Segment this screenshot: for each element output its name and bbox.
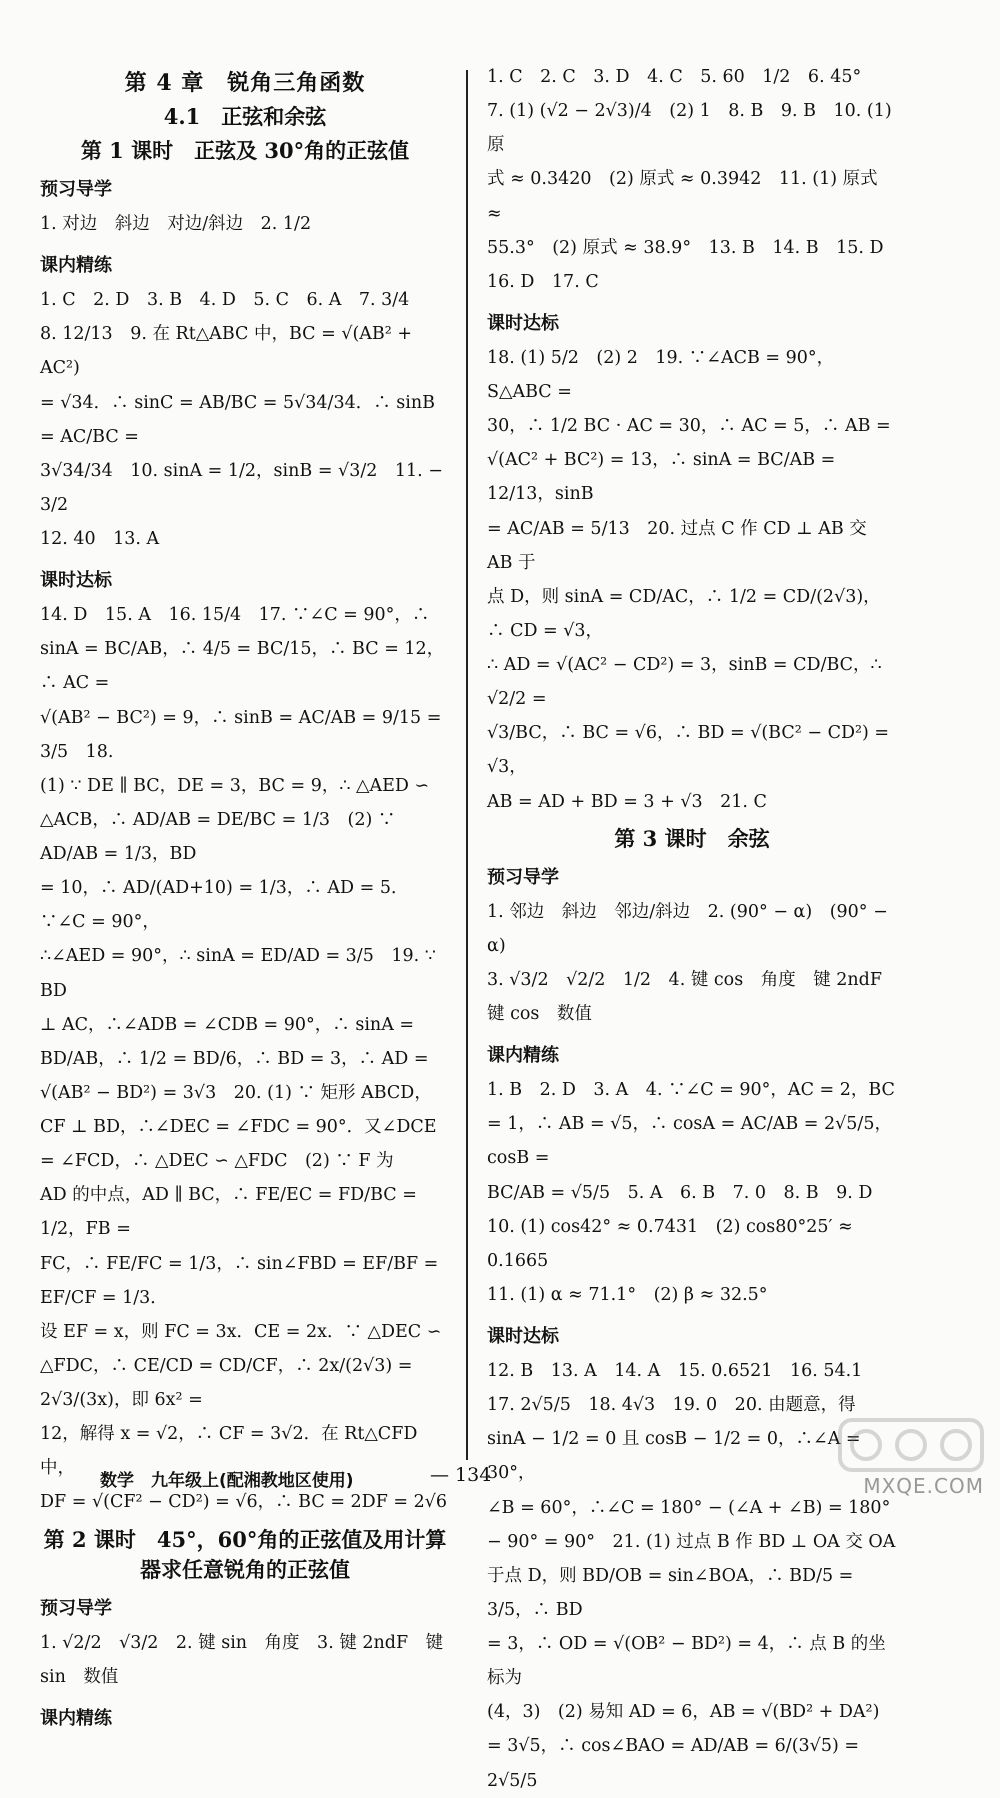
lesson1-title: 第 1 课时 正弦及 30°角的正弦值 <box>80 138 410 163</box>
answer-line: = √34．∴ sinC = AB/BC = 5√34/34．∴ sinB = AC/BC = <box>40 392 435 447</box>
answer-line: 键 cos 数值 <box>487 1004 592 1024</box>
answer-line: sinA − 1/2 = 0 且 cosB − 1/2 = 0，∴∠A = 30°， <box>487 1429 861 1484</box>
column-divider <box>466 70 468 1460</box>
lesson3-title: 第 3 课时 余弦 <box>614 825 770 851</box>
answer-line: △FDC，∴ CE/CD = CD/CF，∴ 2x/(2√3) = 2√3/(3x)，即 6x² = <box>40 1355 413 1410</box>
answer-line: = 10，∴ AD/(AD+10) = 1/3，∴ AD = 5．∵∠C = 90°， <box>40 878 409 933</box>
answer-line: √(AC² + BC²) = 13，∴ sinA = BC/AB = 12/13，sinB <box>487 450 836 505</box>
lesson3-practice-heading: 课内精练 <box>487 1045 559 1067</box>
lesson2-standard-heading: 课时达标 <box>487 312 559 334</box>
section-title: 4.1 正弦和余弦 <box>163 104 327 129</box>
lesson2-preview-heading: 预习导学 <box>40 1597 112 1619</box>
answer-line: 12，解得 x = √2，∴ CF = 3√2．在 Rt△CFD 中， <box>40 1424 418 1479</box>
answer-line: 55.3° (2) 原式 ≈ 38.9° 13. B 14. B 15. D <box>487 237 884 258</box>
answer-line: BC/AB = √5/5 5. A 6. B 7. 0 8. B 9. D <box>487 1182 873 1203</box>
answer-line: 式 ≈ 0.3420 (2) 原式 ≈ 0.3942 11. (1) 原式 ≈ <box>487 169 878 224</box>
lesson1-practice-heading: 课内精练 <box>40 255 112 277</box>
answer-line: 16. D 17. C <box>487 271 599 292</box>
watermark-text: MXQE.COM <box>863 1474 984 1498</box>
answer-line: 1. 对边 斜边 对边/斜边 2. 1/2 <box>40 214 312 234</box>
answer-line: (4，3) (2) 易知 AD = 6，AB = √(BD² + DA²) <box>487 1702 880 1723</box>
answer-line: 12. 40 13. A <box>40 529 160 549</box>
answer-line: √(AB² − BD²) = 3√3 20. (1) ∵ 矩形 ABCD， <box>40 1082 432 1103</box>
answer-line: 设 EF = x，则 FC = 3x．CE = 2x．∵ △DEC ∽ <box>40 1321 442 1342</box>
answer-line: 11. (1) α ≈ 71.1° (2) β ≈ 32.5° <box>487 1284 768 1305</box>
answer-line: FC，∴ FE/FC = 1/3，∴ sin∠FBD = EF/BF = EF/CF = 1/3． <box>40 1253 439 1308</box>
lesson2-practice-heading: 课内精练 <box>40 1707 112 1729</box>
answer-line: BD/AB，∴ 1/2 = BD/6，∴ BD = 3，∴ AD = <box>40 1048 429 1069</box>
answer-line: 14. D 15. A 16. 15/4 17. ∵∠C = 90°，∴ <box>40 605 430 626</box>
answer-line: ∴∠AED = 90°，∴ sinA = ED/AD = 3/5 19. ∵ BD <box>40 946 436 1001</box>
answer-line: AB = AD + BD = 3 + √3 21. C <box>487 791 767 812</box>
answer-line: = 3√5，∴ cos∠BAO = AD/AB = 6/(3√5) = 2√5/5 <box>487 1736 860 1791</box>
answer-line: 7. (1) (√2 − 2√3)/4 (2) 1 8. B 9. B 10. (1) 原 <box>487 101 892 156</box>
answer-line: 点 D，则 sinA = CD/AC，∴ 1/2 = CD/(2√3)，∴ CD = √3， <box>487 586 881 641</box>
answer-line: = 3，∴ OD = √(OB² − BD²) = 4，∴ 点 B 的坐标为 <box>487 1634 886 1689</box>
lesson1-standard-heading: 课时达标 <box>40 570 112 592</box>
footer-book-title: 数学 九年级上(配湘教地区使用) <box>100 1471 354 1491</box>
answer-line: 3√34/34 10. sinA = 1/2，sinB = √3/2 11. − 3/2 <box>40 460 443 515</box>
answer-line: √3/BC，∴ BC = √6，∴ BD = √(BC² − CD²) = √3， <box>487 723 890 778</box>
lesson3-standard-heading: 课时达标 <box>487 1326 559 1347</box>
answer-line: sinA = BC/AB，∴ 4/5 = BC/15，∴ BC = 12，∴ AC = <box>40 639 445 694</box>
answer-line: 10. (1) cos42° ≈ 0.7431 (2) cos80°25′ ≈ 0.1665 <box>487 1216 853 1271</box>
answer-line: 1. C 2. D 3. B 4. D 5. C 6. A 7. 3/4 <box>40 290 410 311</box>
right-column <box>487 60 897 1798</box>
answer-line: 8. 12/13 9. 在 Rt△ABC 中，BC = √(AB² + AC²) <box>40 324 413 379</box>
page-number: — 134 <box>430 1464 492 1486</box>
answer-line: ∠B = 60°，∴∠C = 180° − (∠A + ∠B) = 180° <box>487 1497 891 1518</box>
answer-line: CF ⊥ BD，∴∠DEC = ∠FDC = 90°．又∠DCE <box>40 1117 437 1137</box>
answer-line: 1. B 2. D 3. A 4. ∵∠C = 90°，AC = 2，BC <box>487 1080 895 1101</box>
answer-line: ∴ AD = √(AC² − CD²) = 3，sinB = CD/BC，∴ √2/2 = <box>487 655 882 710</box>
answer-line: 1. 邻边 斜边 邻边/斜边 2. (90° − α) (90° − α) <box>487 901 888 956</box>
answer-line: ⊥ AC，∴∠ADB = ∠CDB = 90°，∴ sinA = <box>40 1014 415 1035</box>
lesson3-preview-heading: 预习导学 <box>487 866 559 888</box>
lesson2-title: 第 2 课时 45°，60°角的正弦值及用计算器求任意锐角的正弦值 <box>43 1526 447 1582</box>
answer-line: = ∠FCD，∴ △DEC ∽ △FDC (2) ∵ F 为 <box>40 1151 394 1172</box>
answer-line: 1. C 2. C 3. D 4. C 5. 60 1/2 6. 45° <box>487 67 862 87</box>
answer-line: 3. √3/2 √2/2 1/2 4. 键 cos 角度 键 2ndF <box>487 969 883 990</box>
answer-line: = 1，∴ AB = √5，∴ cosA = AC/AB = 2√5/5，cosB = <box>487 1114 892 1169</box>
lesson1-preview-heading: 预习导学 <box>40 179 112 200</box>
answer-line: 于点 D，则 BD/OB = sin∠BOA，∴ BD/5 = 3/5，∴ BD <box>487 1565 854 1620</box>
answer-line: 30，∴ 1/2 BC · AC = 30，∴ AC = 5，∴ AB = <box>487 416 891 437</box>
answer-line: 18. (1) 5/2 (2) 2 19. ∵∠ACB = 90°，S△ABC = <box>487 347 835 402</box>
answer-line: 17. 2√5/5 18. 4√3 19. 0 20. 由题意，得 <box>487 1395 856 1416</box>
chapter-title: 第 4 章 锐角三角函数 <box>124 70 366 96</box>
answer-line: sin 数值 <box>40 1666 119 1687</box>
answer-line: 12. B 13. A 14. A 15. 0.6521 16. 54.1 <box>487 1361 863 1381</box>
answer-line: (1) ∵ DE ∥ BC，DE = 3，BC = 9，∴ △AED ∽ <box>40 775 430 796</box>
answer-line: − 90° = 90° 21. (1) 过点 B 作 BD ⊥ OA 交 OA <box>487 1531 896 1552</box>
answer-line: √(AB² − BC²) = 9，∴ sinB = AC/AB = 9/15 = 3/5 18. <box>40 707 442 762</box>
answer-line: = AC/AB = 5/13 20. 过点 C 作 CD ⊥ AB 交 AB 于 <box>487 518 867 573</box>
answer-line: 1. √2/2 √3/2 2. 键 sin 角度 3. 键 2ndF 键 <box>40 1632 444 1653</box>
answer-line: △ACB，∴ AD/AB = DE/BC = 1/3 (2) ∵ AD/AB = 1/3，BD <box>40 809 396 864</box>
answer-line: DF = √(CF² − CD²) = √6，∴ BC = 2DF = 2√6 <box>40 1492 448 1513</box>
answer-line: AD 的中点，AD ∥ BC，∴ FE/EC = FD/BC = 1/2，FB = <box>40 1185 417 1240</box>
